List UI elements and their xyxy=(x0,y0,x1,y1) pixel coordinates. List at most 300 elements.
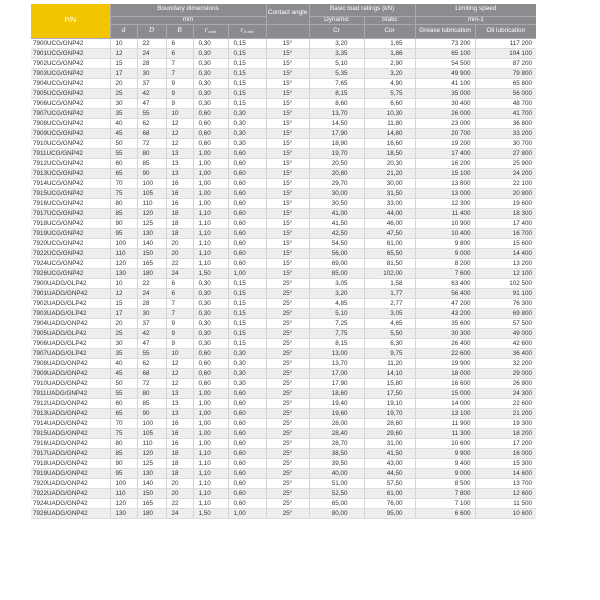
table-row xyxy=(31,98,536,108)
rs-min-cell: 0,30 xyxy=(193,98,228,108)
dynamic-header: Dynamic xyxy=(309,16,364,24)
part-number-cell: 7926UADG/GNP42 xyxy=(31,508,110,518)
cr-cell: 13,00 xyxy=(309,348,364,358)
D-cell: 110 xyxy=(137,438,166,448)
contact-angle-cell: 15° xyxy=(266,268,309,278)
oil-speed-cell: 91 100 xyxy=(475,288,536,298)
rs-min-cell: 1,00 xyxy=(193,188,228,198)
cr-cell: 40,00 xyxy=(309,468,364,478)
r1s-min-cell: 0,60 xyxy=(228,258,266,268)
cr-cell: 19,60 xyxy=(309,408,364,418)
table-row xyxy=(31,398,536,408)
part-number-cell: 7912UADG/GNP42 xyxy=(31,398,110,408)
B-cell: 13 xyxy=(166,158,193,168)
grease-speed-cell: 63 400 xyxy=(415,278,475,288)
rs-min-cell: 1,00 xyxy=(193,428,228,438)
B-cell: 18 xyxy=(166,218,193,228)
cr-cell: 18,90 xyxy=(309,138,364,148)
cor-cell: 11,20 xyxy=(364,358,415,368)
oil-speed-cell: 41 700 xyxy=(475,108,536,118)
D-cell: 68 xyxy=(137,368,166,378)
cr-cell: 14,50 xyxy=(309,118,364,128)
rs-min-cell: 0,60 xyxy=(193,128,228,138)
oil-speed-cell: 49 000 xyxy=(475,328,536,338)
contact-angle-cell: 25° xyxy=(266,278,309,288)
cr-cell: 30,50 xyxy=(309,198,364,208)
B-cell: 18 xyxy=(166,458,193,468)
grease-speed-cell: 26 400 xyxy=(415,338,475,348)
B-cell: 18 xyxy=(166,468,193,478)
oil-speed-cell: 13 700 xyxy=(475,478,536,488)
B-cell: 20 xyxy=(166,488,193,498)
grease-speed-cell: 35 000 xyxy=(415,88,475,98)
D-cell: 90 xyxy=(137,408,166,418)
contact-angle-cell: 15° xyxy=(266,148,309,158)
D-cell: 105 xyxy=(137,428,166,438)
pn-header: P/N xyxy=(31,4,110,38)
rs-min-header: $r_{s min}$ xyxy=(193,24,228,38)
D-cell: 42 xyxy=(137,328,166,338)
rs-min-cell: 1,00 xyxy=(193,178,228,188)
D-cell: 180 xyxy=(137,268,166,278)
D-cell: 125 xyxy=(137,218,166,228)
D-cell: 85 xyxy=(137,158,166,168)
cor-cell: 11,80 xyxy=(364,118,415,128)
cr-cell: 56,00 xyxy=(309,248,364,258)
B-cell: 9 xyxy=(166,328,193,338)
rs-min-cell: 1,00 xyxy=(193,438,228,448)
rs-min-cell: 0,30 xyxy=(193,318,228,328)
grease-speed-cell: 47 200 xyxy=(415,298,475,308)
grease-speed-cell: 9 000 xyxy=(415,248,475,258)
grease-speed-cell: 8 200 xyxy=(415,258,475,268)
table-row xyxy=(31,168,536,178)
grease-speed-cell: 35 600 xyxy=(415,318,475,328)
cor-cell: 81,50 xyxy=(364,258,415,268)
B-cell: 9 xyxy=(166,78,193,88)
part-number-cell: 7903UADG/GLP42 xyxy=(31,308,110,318)
D-cell: 80 xyxy=(137,148,166,158)
grease-speed-cell: 26 000 xyxy=(415,108,475,118)
grease-speed-cell: 16 200 xyxy=(415,158,475,168)
cr-cell: 80,00 xyxy=(309,508,364,518)
r1s-min-cell: 0,30 xyxy=(228,138,266,148)
cor-cell: 4,65 xyxy=(364,318,415,328)
D-cell: 165 xyxy=(137,258,166,268)
oil-speed-cell: 20 800 xyxy=(475,188,536,198)
B-cell: 9 xyxy=(166,88,193,98)
table-row xyxy=(31,128,536,138)
grease-speed-cell: 9 400 xyxy=(415,458,475,468)
oil-speed-cell: 48 700 xyxy=(475,98,536,108)
cor-cell: 2,77 xyxy=(364,298,415,308)
table-row xyxy=(31,338,536,348)
rs-min-cell: 0,30 xyxy=(193,328,228,338)
oil-speed-cell: 36 400 xyxy=(475,348,536,358)
rs-min-cell: 1,10 xyxy=(193,258,228,268)
cor-cell: 47,50 xyxy=(364,228,415,238)
cr-cell: 38,50 xyxy=(309,448,364,458)
cr-cell: 51,00 xyxy=(309,478,364,488)
r1s-min-cell: 0,60 xyxy=(228,218,266,228)
rs-min-cell: 1,10 xyxy=(193,468,228,478)
oil-speed-cell: 87 200 xyxy=(475,58,536,68)
grease-speed-cell: 19 200 xyxy=(415,138,475,148)
contact-angle-cell: 25° xyxy=(266,388,309,398)
grease-speed-cell: 49 900 xyxy=(415,68,475,78)
r1s-min-cell: 0,15 xyxy=(228,88,266,98)
cor-cell: 4,90 xyxy=(364,78,415,88)
cor-cell: 29,60 xyxy=(364,428,415,438)
part-number-cell: 7902UADG/GLP42 xyxy=(31,298,110,308)
table-row xyxy=(31,498,536,508)
d-cell: 130 xyxy=(110,508,137,518)
r1s-min-cell: 0,30 xyxy=(228,378,266,388)
contact-angle-cell: 25° xyxy=(266,398,309,408)
cr-cell: 41,50 xyxy=(309,218,364,228)
grease-speed-cell: 8 500 xyxy=(415,478,475,488)
cor-cell: 10,30 xyxy=(364,108,415,118)
d-cell: 60 xyxy=(110,398,137,408)
r1s-min-cell: 1,00 xyxy=(228,508,266,518)
part-number-cell: 7911UADG/GNP42 xyxy=(31,388,110,398)
D-cell: 165 xyxy=(137,498,166,508)
cr-cell: 28,70 xyxy=(309,438,364,448)
r1s-min-cell: 0,60 xyxy=(228,408,266,418)
cor-cell: 30,00 xyxy=(364,178,415,188)
part-number-cell: 7924UADG/GNP42 xyxy=(31,498,110,508)
r1s-min-cell: 0,30 xyxy=(228,128,266,138)
B-cell: 7 xyxy=(166,68,193,78)
grease-speed-cell: 13 100 xyxy=(415,408,475,418)
D-cell: 30 xyxy=(137,308,166,318)
table-body xyxy=(31,38,536,518)
contact-angle-cell: 15° xyxy=(266,48,309,58)
contact-angle-cell: 15° xyxy=(266,38,309,48)
table-row xyxy=(31,268,536,278)
oil-speed-cell: 57 500 xyxy=(475,318,536,328)
cor-cell: 21,20 xyxy=(364,168,415,178)
cr-cell: 20,50 xyxy=(309,158,364,168)
grease-speed-cell: 65 100 xyxy=(415,48,475,58)
contact-angle-cell: 25° xyxy=(266,408,309,418)
contact-angle-cell: 25° xyxy=(266,288,309,298)
oil-speed-cell: 29 000 xyxy=(475,368,536,378)
contact-angle-cell: 25° xyxy=(266,338,309,348)
d-cell: 12 xyxy=(110,288,137,298)
grease-speed-cell: 56 400 xyxy=(415,288,475,298)
cor-cell: 5,50 xyxy=(364,328,415,338)
d-cell: 65 xyxy=(110,168,137,178)
d-cell: 55 xyxy=(110,148,137,158)
d-cell: 15 xyxy=(110,298,137,308)
oil-speed-cell: 42 600 xyxy=(475,338,536,348)
cr-cell: 4,85 xyxy=(309,298,364,308)
cor-cell: 31,00 xyxy=(364,438,415,448)
D-cell: 37 xyxy=(137,318,166,328)
d-cell: 80 xyxy=(110,438,137,448)
B-cell: 22 xyxy=(166,258,193,268)
oil-speed-cell: 13 200 xyxy=(475,258,536,268)
D-cell: 68 xyxy=(137,128,166,138)
B-cell: 9 xyxy=(166,338,193,348)
r1s-min-cell: 0,60 xyxy=(228,238,266,248)
contact-angle-cell: 25° xyxy=(266,448,309,458)
contact-angle-cell: 25° xyxy=(266,498,309,508)
part-number-cell: 7902UCG/GNP42 xyxy=(31,58,110,68)
cor-cell: 3,20 xyxy=(364,68,415,78)
table-row xyxy=(31,478,536,488)
load-ratings-header: Basic load ratings (kN) xyxy=(309,4,415,16)
B-cell: 12 xyxy=(166,118,193,128)
table-row xyxy=(31,298,536,308)
rs-min-cell: 0,60 xyxy=(193,118,228,128)
cor-cell: 16,60 xyxy=(364,138,415,148)
table-row xyxy=(31,178,536,188)
d-cell: 65 xyxy=(110,408,137,418)
D-cell: 140 xyxy=(137,478,166,488)
cr-cell: 5,35 xyxy=(309,68,364,78)
part-number-cell: 7914UADG/GNP42 xyxy=(31,418,110,428)
part-number-cell: 7909UADG/GNP42 xyxy=(31,368,110,378)
rs-min-cell: 0,30 xyxy=(193,58,228,68)
B-cell: 10 xyxy=(166,348,193,358)
table-row xyxy=(31,148,536,158)
part-number-cell: 7918UADG/GNP42 xyxy=(31,458,110,468)
rs-min-cell: 0,30 xyxy=(193,78,228,88)
part-number-cell: 7905UADG/GLP42 xyxy=(31,328,110,338)
part-number-cell: 7901UCG/GNP42 xyxy=(31,48,110,58)
part-number-cell: 7906UCG/GNP42 xyxy=(31,98,110,108)
rs-min-cell: 1,50 xyxy=(193,508,228,518)
grease-speed-cell: 17 400 xyxy=(415,148,475,158)
part-number-cell: 7922UADG/GNP42 xyxy=(31,488,110,498)
table-row xyxy=(31,228,536,238)
oil-speed-cell: 22 100 xyxy=(475,178,536,188)
D-cell: 85 xyxy=(137,398,166,408)
table-row xyxy=(31,78,536,88)
table-row xyxy=(31,448,536,458)
oil-speed-cell: 12 600 xyxy=(475,488,536,498)
rs-min-cell: 1,10 xyxy=(193,218,228,228)
oil-speed-cell: 21 200 xyxy=(475,408,536,418)
rs-min-cell: 0,60 xyxy=(193,378,228,388)
B-header: B xyxy=(166,24,193,38)
cor-cell: 57,50 xyxy=(364,478,415,488)
table-row xyxy=(31,358,536,368)
grease-speed-cell: 41 100 xyxy=(415,78,475,88)
cor-cell: 33,00 xyxy=(364,198,415,208)
oil-speed-cell: 76 300 xyxy=(475,298,536,308)
d-cell: 110 xyxy=(110,488,137,498)
cr-cell: 7,65 xyxy=(309,78,364,88)
part-number-cell: 7904UADG/GNP42 xyxy=(31,318,110,328)
D-cell: 37 xyxy=(137,78,166,88)
grease-speed-cell: 11 400 xyxy=(415,208,475,218)
contact-angle-cell: 15° xyxy=(266,188,309,198)
B-cell: 18 xyxy=(166,208,193,218)
cor-cell: 31,50 xyxy=(364,188,415,198)
B-cell: 18 xyxy=(166,228,193,238)
part-number-cell: 7918UCG/GNP42 xyxy=(31,218,110,228)
oil-speed-cell: 69 800 xyxy=(475,308,536,318)
B-cell: 12 xyxy=(166,138,193,148)
B-cell: 7 xyxy=(166,58,193,68)
r1s-min-cell: 0,30 xyxy=(228,108,266,118)
static-header: Static xyxy=(364,16,415,24)
grease-speed-cell: 23 000 xyxy=(415,118,475,128)
d-cell: 20 xyxy=(110,78,137,88)
table-row xyxy=(31,158,536,168)
part-number-cell: 7915UADG/GNP42 xyxy=(31,428,110,438)
r1s-min-cell: 0,60 xyxy=(228,228,266,238)
d-cell: 50 xyxy=(110,138,137,148)
B-cell: 24 xyxy=(166,268,193,278)
contact-angle-cell: 15° xyxy=(266,68,309,78)
B-cell: 16 xyxy=(166,178,193,188)
oil-speed-cell: 18 300 xyxy=(475,208,536,218)
B-cell: 7 xyxy=(166,298,193,308)
cr-cell: 41,00 xyxy=(309,208,364,218)
table-row xyxy=(31,188,536,198)
table-header xyxy=(31,4,536,38)
d-cell: 10 xyxy=(110,278,137,288)
table-row xyxy=(31,468,536,478)
cor-cell: 6,60 xyxy=(364,98,415,108)
r1s-min-cell: 0,30 xyxy=(228,348,266,358)
bearing-spec-table-container xyxy=(31,4,536,519)
grease-speed-cell: 18 000 xyxy=(415,368,475,378)
part-number-cell: 7903UCG/GNP42 xyxy=(31,68,110,78)
grease-speed-cell: 13 000 xyxy=(415,188,475,198)
cor-cell: 17,50 xyxy=(364,388,415,398)
D-cell: 120 xyxy=(137,208,166,218)
rs-min-cell: 0,60 xyxy=(193,368,228,378)
D-cell: 180 xyxy=(137,508,166,518)
rs-min-cell: 1,10 xyxy=(193,458,228,468)
table-row xyxy=(31,108,536,118)
D-cell: 90 xyxy=(137,168,166,178)
cr-cell: 17,90 xyxy=(309,128,364,138)
D-cell: 125 xyxy=(137,458,166,468)
cr-cell: 65,00 xyxy=(309,498,364,508)
r1s-min-cell: 0,15 xyxy=(228,278,266,288)
speed-unit-header: min-1 xyxy=(415,16,536,24)
oil-header: Oil lubrication xyxy=(475,24,536,38)
D-cell: 105 xyxy=(137,188,166,198)
r1s-min-cell: 0,60 xyxy=(228,448,266,458)
oil-speed-cell: 32 200 xyxy=(475,358,536,368)
rs-min-cell: 1,10 xyxy=(193,248,228,258)
d-cell: 45 xyxy=(110,368,137,378)
B-cell: 20 xyxy=(166,478,193,488)
cr-cell: 3,20 xyxy=(309,38,364,48)
cr-cell: 54,50 xyxy=(309,238,364,248)
B-cell: 13 xyxy=(166,388,193,398)
d-cell: 17 xyxy=(110,308,137,318)
oil-speed-cell: 56 000 xyxy=(475,88,536,98)
part-number-cell: 7919UADG/GNP42 xyxy=(31,468,110,478)
d-cell: 75 xyxy=(110,428,137,438)
cor-cell: 28,60 xyxy=(364,418,415,428)
D-cell: 24 xyxy=(137,288,166,298)
B-cell: 16 xyxy=(166,438,193,448)
part-number-cell: 7900UADG/GLP42 xyxy=(31,278,110,288)
cor-cell: 3,05 xyxy=(364,308,415,318)
table-row xyxy=(31,488,536,498)
r1s-min-cell: 0,15 xyxy=(228,68,266,78)
oil-speed-cell: 27 800 xyxy=(475,148,536,158)
d-cell: 70 xyxy=(110,418,137,428)
rs-min-cell: 1,00 xyxy=(193,398,228,408)
contact-angle-cell: 15° xyxy=(266,58,309,68)
grease-speed-cell: 10 600 xyxy=(415,438,475,448)
rs-min-cell: 1,10 xyxy=(193,498,228,508)
B-cell: 22 xyxy=(166,498,193,508)
cor-cell: 19,10 xyxy=(364,398,415,408)
grease-speed-cell: 19 900 xyxy=(415,358,475,368)
d-cell: 35 xyxy=(110,348,137,358)
oil-speed-cell: 11 500 xyxy=(475,498,536,508)
table-row xyxy=(31,248,536,258)
table-row xyxy=(31,288,536,298)
r1s-min-cell: 0,60 xyxy=(228,458,266,468)
oil-speed-cell: 19 300 xyxy=(475,418,536,428)
r1s-min-cell: 0,60 xyxy=(228,198,266,208)
table-row xyxy=(31,408,536,418)
rs-min-cell: 1,00 xyxy=(193,198,228,208)
r1s-min-cell: 0,30 xyxy=(228,118,266,128)
r1s-min-cell: 0,60 xyxy=(228,188,266,198)
B-cell: 16 xyxy=(166,428,193,438)
contact-angle-cell: 25° xyxy=(266,368,309,378)
part-number-cell: 7909UCG/GNP42 xyxy=(31,128,110,138)
B-cell: 13 xyxy=(166,408,193,418)
d-cell: 100 xyxy=(110,238,137,248)
r1s-min-cell: 0,60 xyxy=(228,418,266,428)
cor-cell: 61,00 xyxy=(364,238,415,248)
contact-angle-empty-header xyxy=(266,24,309,38)
r1s-min-cell: 0,60 xyxy=(228,478,266,488)
boundary-unit-header: mm xyxy=(110,16,266,24)
part-number-cell: 7908UCG/GNP42 xyxy=(31,118,110,128)
cr-cell: 52,50 xyxy=(309,488,364,498)
part-number-cell: 7910UCG/GNP42 xyxy=(31,138,110,148)
D-cell: 62 xyxy=(137,358,166,368)
r1s-min-cell: 0,60 xyxy=(228,468,266,478)
table-row xyxy=(31,38,536,48)
D-cell: 130 xyxy=(137,468,166,478)
B-cell: 13 xyxy=(166,168,193,178)
oil-speed-cell: 18 200 xyxy=(475,428,536,438)
d-cell: 20 xyxy=(110,318,137,328)
D-cell: 22 xyxy=(137,38,166,48)
cor-cell: 18,50 xyxy=(364,148,415,158)
B-cell: 12 xyxy=(166,128,193,138)
B-cell: 16 xyxy=(166,418,193,428)
d-cell: 30 xyxy=(110,98,137,108)
contact-angle-cell: 15° xyxy=(266,218,309,228)
bearing-spec-table xyxy=(31,4,536,519)
r1s-min-cell: 0,60 xyxy=(228,248,266,258)
D-cell: 150 xyxy=(137,488,166,498)
cr-cell: 17,00 xyxy=(309,368,364,378)
r1s-min-cell: 0,15 xyxy=(228,318,266,328)
D-cell: 140 xyxy=(137,238,166,248)
table-row xyxy=(31,208,536,218)
grease-speed-cell: 30 400 xyxy=(415,98,475,108)
D-cell: 72 xyxy=(137,138,166,148)
